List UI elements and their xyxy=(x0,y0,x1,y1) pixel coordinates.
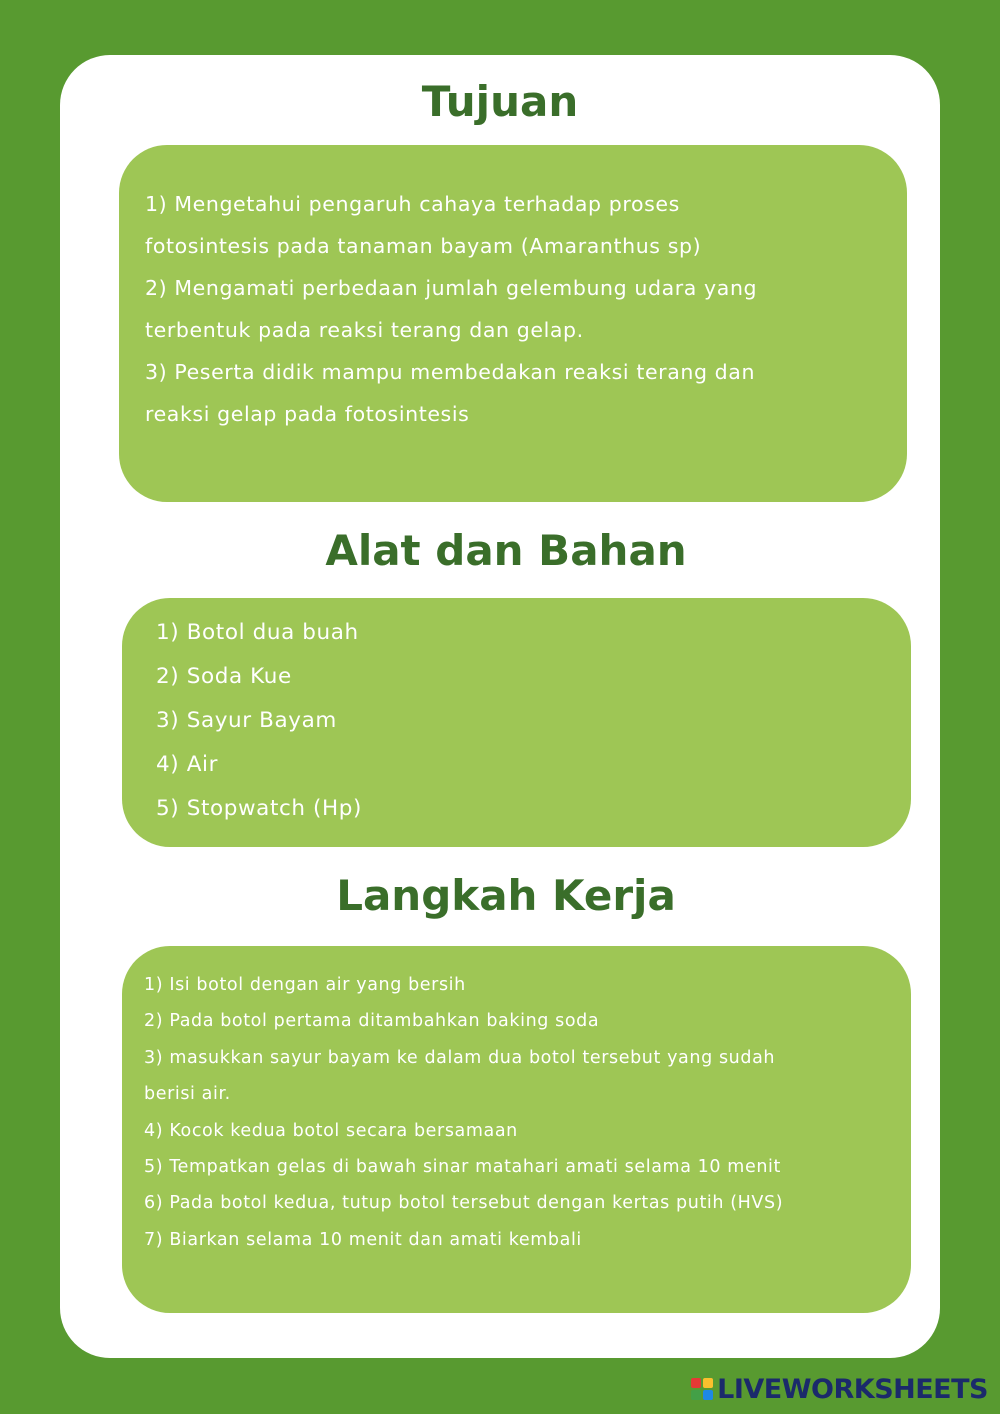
tujuan-line: 3) Peserta didik mampu membedakan reaksi terang dan xyxy=(145,360,756,384)
liveworksheets-brand[interactable] xyxy=(691,1374,988,1404)
tujuan-line: reaksi gelap pada fotosintesis xyxy=(145,402,470,426)
tujuan-line: 2) Mengamati perbedaan jumlah gelembung udara yang xyxy=(145,276,758,300)
logo-square-v xyxy=(691,1390,701,1400)
alat-heading: Alat dan Bahan xyxy=(325,526,687,575)
alat-item: 5) Stopwatch (Hp) xyxy=(156,796,363,821)
brand-name: LIVEWORKSHEETS xyxy=(717,1373,988,1405)
alat-item: 2) Soda Kue xyxy=(156,664,292,689)
tujuan-list xyxy=(145,183,885,435)
alat-panel xyxy=(122,598,911,847)
logo-square-l xyxy=(691,1378,701,1388)
tujuan-heading: Tujuan xyxy=(421,77,579,126)
tujuan-line: fotosintesis pada tanaman bayam (Amaranthus sp) xyxy=(145,234,702,258)
langkah-line: 7) Biarkan selama 10 menit dan amati kembali xyxy=(144,1229,582,1250)
tujuan-panel xyxy=(119,145,907,502)
langkah-line: 5) Tempatkan gelas di bawah sinar matahari amati selama 10 menit xyxy=(144,1157,781,1178)
langkah-heading: Langkah Kerja xyxy=(336,871,676,920)
langkah-line: berisi air. xyxy=(144,1084,231,1105)
langkah-line: 4) Kocok kedua botol secara bersamaan xyxy=(144,1120,518,1141)
logo-square-e xyxy=(703,1390,713,1400)
alat-item: 3) Sayur Bayam xyxy=(156,708,337,733)
alat-item: 4) Air xyxy=(156,752,219,777)
liveworksheets-logo-icon xyxy=(691,1378,713,1400)
langkah-line: 3) masukkan sayur bayam ke dalam dua botol tersebut yang sudah xyxy=(144,1047,776,1068)
langkah-line: 6) Pada botol kedua, tutup botol tersebut dengan kertas putih (HVS) xyxy=(144,1193,784,1214)
tujuan-line: terbentuk pada reaksi terang dan gelap. xyxy=(145,318,584,342)
alat-list xyxy=(156,611,362,831)
langkah-line: 2) Pada botol pertama ditambahkan baking soda xyxy=(144,1011,600,1032)
langkah-line: 1) Isi botol dengan air yang bersih xyxy=(144,975,466,995)
logo-square-i xyxy=(703,1378,713,1388)
langkah-panel xyxy=(122,946,911,1313)
alat-item: 1) Botol dua buah xyxy=(156,620,359,645)
tujuan-line: 1) Mengetahui pengaruh cahaya terhadap proses xyxy=(145,192,680,216)
langkah-list xyxy=(144,967,904,1258)
